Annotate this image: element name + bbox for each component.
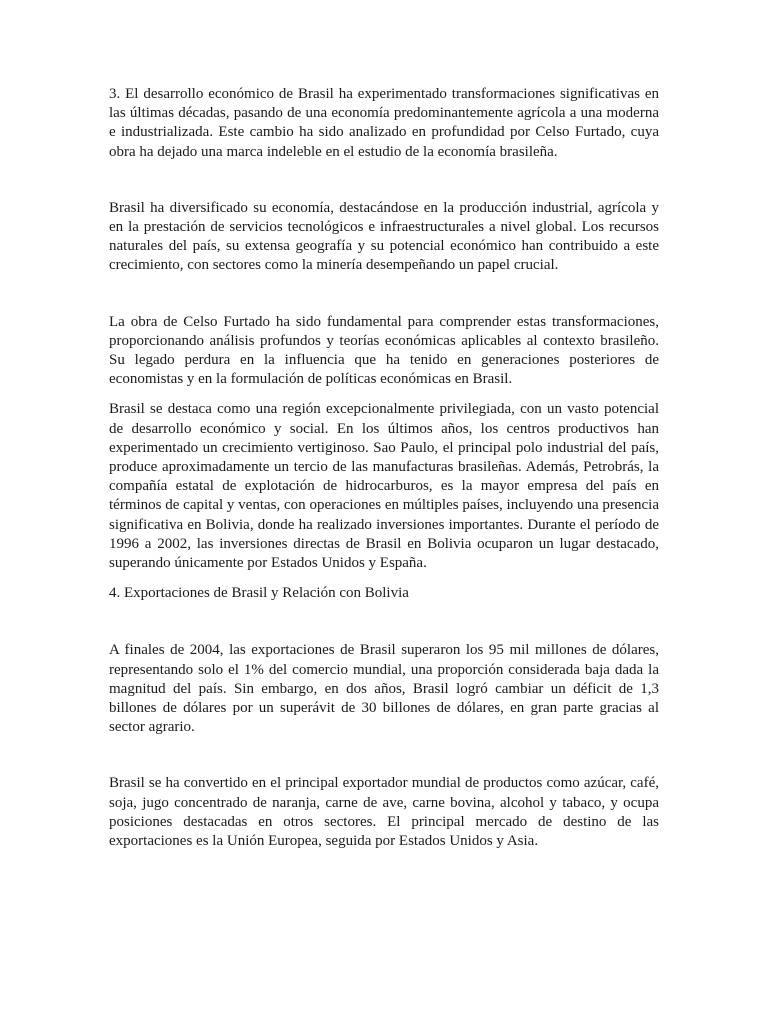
section-heading-exports: 4. Exportaciones de Brasil y Relación con Bolivia — [109, 585, 409, 602]
document-page — [109, 85, 659, 851]
paragraph-brazil-diversification: Brasil ha diversificado su economía, destacándose en la producción industrial, agrícola y en la prestación de servicios tecnológicos e infraestructurales a nivel global. Los recursos naturales del país, su extensa geografía y su potencial económico han contribuido a este crecimiento, con sectores como la minería desempeñando un papel crucial. — [109, 199, 659, 274]
paragraph-celso-furtado: La obra de Celso Furtado ha sido fundamental para comprender estas transformaciones, proporcionando análisis profundos y teorías económicas aplicables al contexto brasileño. Su legado perdura en la influencia que ha tenido en generaciones posteriores de economistas y en la formulación de políticas económicas en Brasil. — [109, 313, 659, 388]
paragraph-brazil-development: 3. El desarrollo económico de Brasil ha experimentado transformaciones significativas en las últimas décadas, pasando de una economía predominantemente agrícola a una moderna e industrializada. Este cambio ha sido analizado en profundidad por Celso Furtado, cuya obra ha dejado una marca indeleble en el estudio de la economía brasileña. — [109, 86, 659, 160]
paragraph-brazil-potential: Brasil se destaca como una región excepcionalmente privilegiada, con un vasto potencial de desarrollo económico y social. En los últimos años, los centros productivos han experimentado un crecimiento vertiginoso. Sao Paulo, el principal polo industrial del país, produce aproximadamente un tercio de las manufacturas brasileñas. Además, Petrobrás, la compañía estatal de explotación de hidrocarburos, es la mayor empresa del país en términos de capital y ventas, con operaciones en múltiples países, incluyendo una presencia significativa en Bolivia, donde ha realizado inversiones importantes. Durante el período de 1996 a 2002, las inversiones directas de Brasil en Bolivia ocuparon un lugar destacado, superando únicamente por Estados Unidos y España. — [109, 401, 659, 572]
paragraph-exports-2004: A finales de 2004, las exportaciones de Brasil superaron los 95 mil millones de dólares, representando solo el 1% del comercio mundial, una proporción considerada baja dada la magnitud del país. Sin embargo, en dos años, Brasil logró cambiar un déficit de 1,3 billones de dólares por un superávit de 30 billones de dólares, en gran parte gracias al sector agrario. — [109, 642, 659, 736]
paragraph-main-exporter: Brasil se ha convertido en el principal exportador mundial de productos como azúcar, café, soja, jugo concentrado de naranja, carne de ave, carne bovina, alcohol y tabaco, y ocupa posiciones destacadas en otros sectores. El principal mercado de destino de las exportaciones es la Unión Europea, seguida por Estados Unidos y Asia. — [109, 775, 659, 850]
